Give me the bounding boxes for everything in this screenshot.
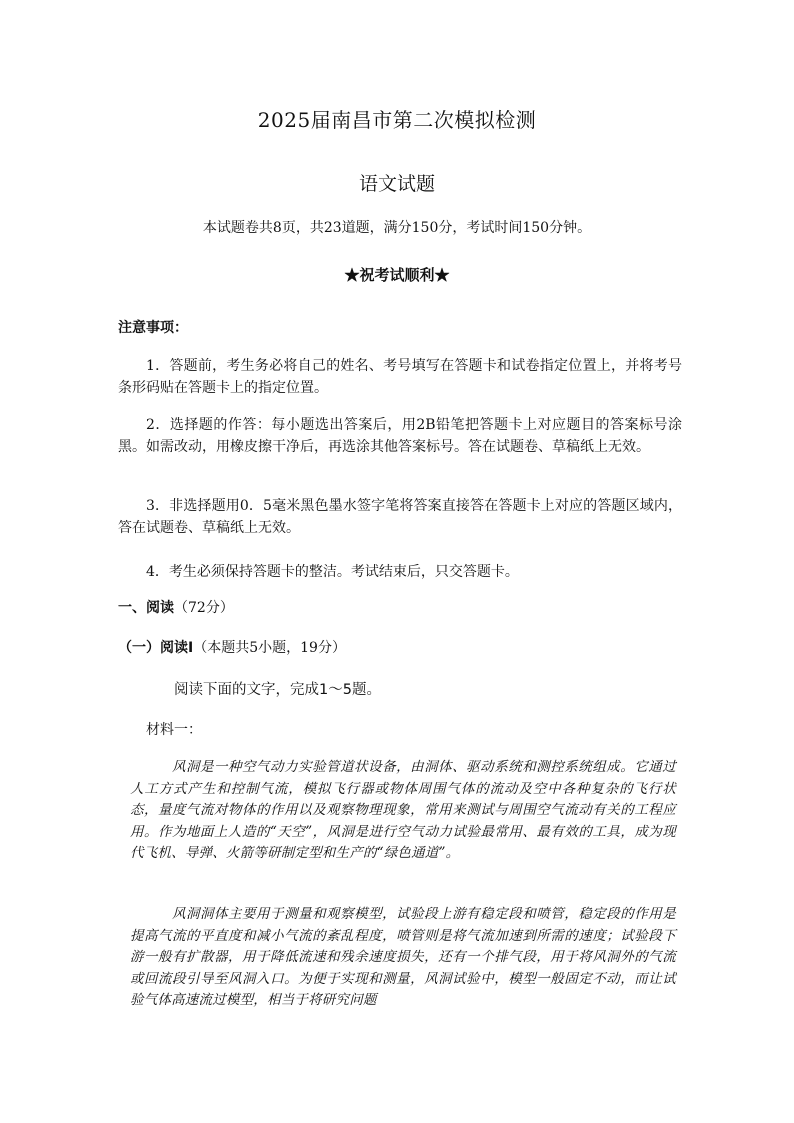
- passage-paragraph-1: 风洞是一种空气动力实验管道状设备，由洞体、驱动系统和测控系统组成。它通过人工方式产生和控制气流，模拟飞行器或物体周围气体的流动及空中各种复杂的飞行状态，量度气流对物体的作用以及观察物理现象，常用来测试与周围空气流动有关的工程应用。作为地面上人造的“天空”，风洞是进行空气动力试验最常用、最有效的工具，成为现代飞机、导弹、火箭等研制定型和生产的“绿色通道”。: [130, 759, 676, 861]
- notice-title: 注意事项：: [118, 320, 188, 336]
- material-label: 材料一：: [146, 722, 202, 738]
- exam-title: 2025届南昌市第二次模拟检测: [257, 108, 537, 132]
- section-heading: [118, 597, 234, 619]
- section-heading-score: （72分）: [174, 600, 234, 616]
- reading-instruction: 阅读下面的文字，完成1～5题。: [174, 682, 381, 698]
- subsection-heading-info: （本题共5小题，19分）: [193, 640, 346, 656]
- notice-item-2: 2．选择题的作答：每小题选出答案后，用2B铅笔把答题卡上对应题目的答案标号涂黑。如需改动，用橡皮擦干净后，再选涂其他答案标号。答在试题卷、草稿纸上无效。: [118, 417, 682, 455]
- notice-item-4: 4．考生必须保持答题卡的整洁。考试结束后，只交答题卡。: [146, 564, 519, 580]
- subject-title: 语文试题: [358, 173, 435, 195]
- notice-item-3: 3．非选择题用0．5毫米黑色墨水签字笔将答案直接答在答题卡上对应的答题区域内，答在试题卷、草稿纸上无效。: [118, 498, 682, 536]
- notice-item-1: 1．答题前，考生务必将自己的姓名、考号填写在答题卡和试卷指定位置上，并将考号条形码贴在答题卡上的指定位置。: [118, 358, 682, 396]
- subsection-heading-label: （一）阅读Ⅰ: [118, 640, 194, 656]
- good-luck-line: ★祝考试顺利★: [344, 266, 450, 284]
- exam-info: 本试题卷共8页，共23道题，满分150分，考试时间150分钟。: [202, 220, 592, 236]
- subsection-heading: [118, 637, 346, 659]
- section-heading-label: 一、阅读: [118, 600, 174, 616]
- passage-paragraph-2: 风洞洞体主要用于测量和观察模型，试验段上游有稳定段和喷管，稳定段的作用是提高气流的平直度和减小气流的紊乱程度，喷管则是将气流加速到所需的速度；试验段下游一般有扩散器，用于降低流速和残余速度损失，还有一个排气段，用于将风洞外的气流或回流段引导至风洞入口。为便于实现和测量，风洞试验中，模型一般固定不动，而让试验气体高速流过模型，相当于将研究问题: [130, 906, 676, 1008]
